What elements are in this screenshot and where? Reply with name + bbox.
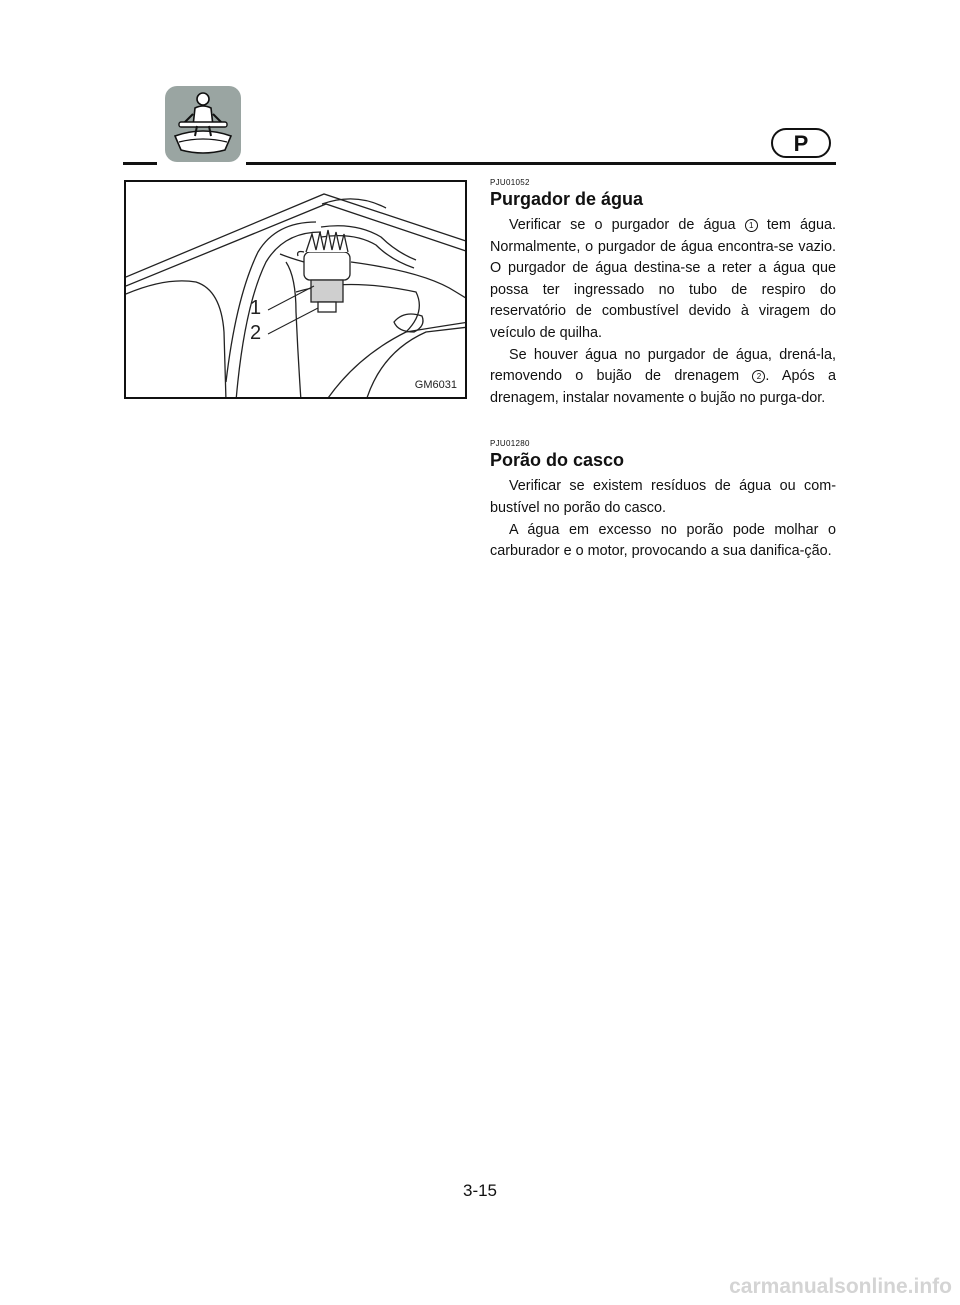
section-paragraph: Verificar se o purgador de água 1 tem água. Normalmente, o purgador de água encontra-se vazio. O purgador de água destina-se a reter a água que possa ter ingressado no tubo de respiro do reservatório de combustível devido à viragem do veículo de quilha. [490, 217, 836, 341]
callout-2: 2 [249, 322, 262, 344]
section-paragraph: Se houver água no purgador de água, drená-la, removendo o bujão de drenagem 2 . Após a drenagem, instalar novamente o bujão no purga-dor. [490, 346, 836, 406]
callout-ref-1: 1 [745, 219, 758, 232]
section-code: PJU01052 [490, 178, 530, 187]
header-rule-left [123, 162, 157, 165]
page-number: 3-15 [462, 1181, 498, 1200]
water-separator-illustration [124, 180, 467, 399]
text-column [490, 178, 836, 563]
callout-ref-2: 2 [752, 370, 765, 383]
section-title: Purgador de água [490, 189, 644, 209]
section-paragraph: Verificar se existem resíduos de água ou com-bustível no porão do casco. [490, 478, 836, 516]
jet-ski-rider-icon [165, 86, 241, 162]
section-paragraph: A água em excesso no porão pode molhar o carburador e o motor, provocando a sua danifica-ção. [490, 521, 836, 560]
section-code: PJU01280 [490, 439, 530, 449]
callout-1: 1 [249, 297, 262, 319]
figure-label: GM6031 [414, 379, 457, 391]
watermark: carmanualsonline.info [729, 1275, 952, 1298]
section-title: Porão do casco [490, 450, 625, 471]
header-rule-right [246, 162, 836, 165]
language-badge: P [771, 128, 831, 158]
